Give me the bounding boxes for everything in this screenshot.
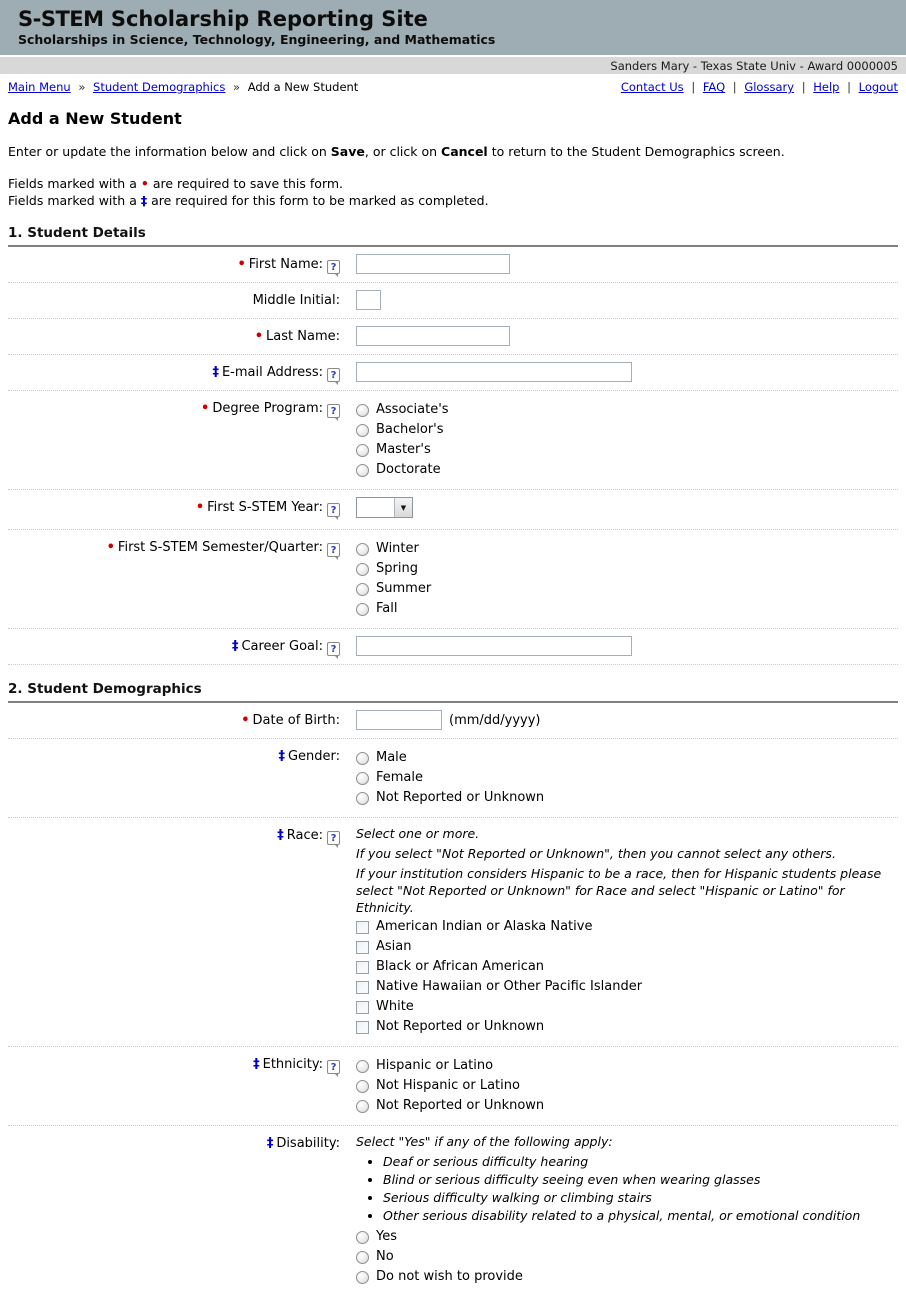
radio-label: Summer: [376, 581, 432, 596]
help-icon[interactable]: ?: [327, 1060, 340, 1074]
radio-label: No: [376, 1249, 394, 1264]
help-icon[interactable]: ?: [327, 831, 340, 845]
required-marker: •: [106, 540, 115, 555]
user-award-info: Sanders Mary - Texas State Univ - Award 0000005: [610, 59, 898, 73]
breadcrumb-separator: »: [78, 80, 86, 94]
legend-text: Fields marked with a: [8, 193, 141, 208]
help-icon[interactable]: ?: [327, 642, 340, 656]
checkbox-label: Not Reported or Unknown: [376, 1019, 545, 1034]
row-race: [8, 818, 898, 1047]
intro-part: Enter or update the information below and click on: [8, 144, 331, 159]
semester-fall-radio[interactable]: [356, 603, 369, 616]
radio-label: Not Hispanic or Latino: [376, 1078, 520, 1093]
utility-divider: |: [691, 80, 696, 94]
row-career-goal: [8, 629, 898, 665]
app-brand: S-STEM: [18, 7, 104, 31]
checkbox-label: Native Hawaiian or Other Pacific Islander: [376, 979, 643, 994]
degree-associates-radio[interactable]: [356, 404, 369, 417]
radio-label: Associate's: [376, 402, 449, 417]
page-content: [0, 109, 906, 1296]
radio-label: Bachelor's: [376, 422, 444, 437]
row-disability: [8, 1126, 898, 1296]
radio-label: Hispanic or Latino: [376, 1058, 494, 1073]
race-american-indian-checkbox[interactable]: [356, 921, 369, 934]
required-marker: •: [254, 329, 264, 344]
breadcrumb-main-menu[interactable]: Main Menu: [8, 80, 71, 94]
help-icon[interactable]: ?: [327, 503, 340, 517]
semester-winter-radio[interactable]: [356, 543, 369, 556]
radio-label: Male: [376, 750, 407, 765]
disability-no-radio[interactable]: [356, 1251, 369, 1264]
legend-completed: [8, 192, 898, 209]
row-last-name: [8, 319, 898, 355]
radio-label: Fall: [376, 601, 398, 616]
breadcrumb-student-demographics[interactable]: Student Demographics: [93, 80, 226, 94]
completed-marker: ‡: [140, 193, 148, 208]
degree-program-label: • Degree Program: ?: [8, 398, 340, 481]
utility-divider: |: [847, 80, 851, 94]
first-sstem-year-select[interactable]: [356, 497, 413, 518]
row-middle-initial: [8, 283, 898, 319]
ethnicity-hispanic-radio[interactable]: [356, 1060, 369, 1073]
disability-instruction: Select "Yes" if any of the following apply:: [356, 1134, 613, 1149]
row-date-of-birth: [8, 703, 898, 739]
radio-label: Not Reported or Unknown: [376, 1098, 545, 1113]
intro-cancel-word: Cancel: [441, 144, 488, 159]
radio-label: Doctorate: [376, 462, 441, 477]
app-title: [18, 7, 906, 31]
disability-yes-radio[interactable]: [356, 1231, 369, 1244]
row-email: [8, 355, 898, 391]
radio-label: Winter: [376, 541, 419, 556]
degree-bachelors-radio[interactable]: [356, 424, 369, 437]
legend-required: [8, 175, 898, 192]
glossary-link[interactable]: Glossary: [744, 80, 795, 94]
degree-masters-radio[interactable]: [356, 444, 369, 457]
faq-link[interactable]: FAQ: [702, 80, 726, 94]
disability-criterion: • Deaf or serious difficulty hearing: [383, 1153, 898, 1171]
intro-text: [8, 144, 898, 159]
app-banner: [0, 0, 906, 55]
checkbox-label: White: [376, 999, 414, 1014]
first-name-label: • First Name: ?: [8, 254, 340, 274]
completed-marker: ‡: [212, 365, 219, 380]
first-sstem-semester-label: • First S-STEM Semester/Quarter: ?: [8, 537, 340, 620]
last-name-input[interactable]: [356, 326, 510, 346]
completed-marker: ‡: [266, 1136, 274, 1151]
race-not-reported-checkbox[interactable]: [356, 1021, 369, 1034]
nav-row: [0, 74, 906, 99]
career-goal-input[interactable]: [356, 636, 632, 656]
disability-criterion: • Other serious disability related to a physical, mental, or emotional condition: [383, 1207, 898, 1225]
completed-marker: ‡: [253, 1057, 260, 1072]
legend-text: are required to save this form.: [148, 176, 344, 191]
email-label: ‡ E-mail Address: ?: [8, 362, 340, 382]
breadcrumb-current: Add a New Student: [247, 80, 359, 94]
ethnicity-not-hispanic-radio[interactable]: [356, 1080, 369, 1093]
ethnicity-options: [340, 1056, 898, 1117]
required-marker: •: [241, 713, 250, 728]
select-value: [357, 498, 394, 517]
checkbox-label: Asian: [376, 939, 412, 954]
completed-marker: ‡: [277, 828, 284, 843]
disability-criterion: • Serious difficulty walking or climbing stairs: [383, 1189, 898, 1207]
career-goal-label: ‡ Career Goal: ?: [8, 636, 340, 656]
race-label: ‡ Race: ?: [8, 825, 340, 1038]
middle-initial-label: Middle Initial:: [252, 293, 340, 308]
utility-divider: |: [732, 80, 737, 94]
section-student-details: 1. Student Details: [8, 225, 898, 247]
gender-label: ‡ Gender:: [278, 749, 340, 764]
help-icon[interactable]: ?: [327, 260, 340, 274]
disability-options: [340, 1133, 898, 1288]
help-link[interactable]: Help: [813, 80, 840, 94]
semester-summer-radio[interactable]: [356, 583, 369, 596]
radio-label: Female: [376, 770, 424, 785]
breadcrumb-separator: »: [232, 80, 241, 94]
help-icon[interactable]: ?: [327, 543, 340, 557]
completed-marker: ‡: [231, 639, 239, 654]
intro-part: to return to the Student Demographics screen.: [487, 144, 785, 159]
help-icon[interactable]: ?: [327, 368, 340, 382]
disability-criterion: • Blind or serious difficulty seeing even when wearing glasses: [383, 1171, 898, 1189]
legend-text: Fields marked with a: [8, 176, 141, 191]
completed-marker: ‡: [278, 749, 285, 764]
row-degree-program: [8, 391, 898, 490]
disability-no-answer-radio[interactable]: [356, 1271, 369, 1284]
utility-links: [621, 80, 898, 94]
intro-part: , or click on: [364, 144, 442, 159]
first-sstem-semester-options: [340, 539, 898, 620]
date-of-birth-input[interactable]: [356, 710, 442, 730]
degree-program-options: [340, 400, 898, 481]
radio-label: Not Reported or Unknown: [376, 790, 545, 805]
gender-not-reported-radio[interactable]: [356, 792, 369, 805]
ethnicity-not-reported-radio[interactable]: [356, 1100, 369, 1113]
last-name-label: • Last Name:: [254, 329, 340, 344]
required-marker: •: [201, 401, 210, 416]
help-icon[interactable]: ?: [327, 404, 340, 418]
radio-label: Do not wish to provide: [376, 1269, 523, 1284]
gender-male-radio[interactable]: [356, 752, 369, 765]
email-input[interactable]: [356, 362, 632, 382]
app-subtitle: Scholarships in Science, Technology, Engineering, and Mathematics: [18, 32, 496, 47]
utility-divider: |: [801, 80, 806, 94]
date-of-birth-label: • Date of Birth:: [241, 713, 340, 728]
race-instruction: If your institution considers Hispanic to be a race, then for Hispanic students please select "Not Reported or Unknown" for Race and select "Hispanic or Latino" for Ethnicity.: [356, 866, 882, 915]
disability-criteria-list: [383, 1153, 898, 1225]
page-title: Add a New Student: [8, 109, 182, 128]
race-white-checkbox[interactable]: [356, 1001, 369, 1014]
ethnicity-label: ‡ Ethnicity: ?: [8, 1054, 340, 1117]
race-asian-checkbox[interactable]: [356, 941, 369, 954]
app-title-rest: Scholarship Reporting Site: [103, 7, 428, 31]
breadcrumb: [8, 80, 358, 94]
semester-spring-radio[interactable]: [356, 563, 369, 576]
radio-label: Yes: [376, 1229, 397, 1244]
middle-initial-input[interactable]: [356, 290, 381, 310]
race-instruction: If you select "Not Reported or Unknown", then you cannot select any others.: [356, 846, 836, 861]
row-gender: [8, 739, 898, 818]
race-native-hawaiian-checkbox[interactable]: [356, 981, 369, 994]
required-marker: •: [237, 257, 246, 272]
first-name-input[interactable]: [356, 254, 510, 274]
first-sstem-year-label: • First S-STEM Year: ?: [8, 497, 340, 521]
disability-label: ‡ Disability:: [266, 1136, 340, 1151]
race-instruction: Select one or more.: [356, 826, 480, 841]
degree-doctorate-radio[interactable]: [356, 464, 369, 477]
checkbox-label: American Indian or Alaska Native: [376, 919, 593, 934]
race-options: [340, 825, 898, 1038]
row-first-name: [8, 247, 898, 283]
intro-save-word: Save: [330, 144, 365, 159]
checkbox-label: Black or African American: [376, 959, 545, 974]
required-marker: •: [140, 176, 149, 191]
gender-options: [340, 748, 898, 809]
date-format-hint: (mm/dd/yyyy): [449, 713, 541, 728]
legend-text: are required for this form to be marked as completed.: [147, 193, 489, 208]
gender-female-radio[interactable]: [356, 772, 369, 785]
row-first-sstem-year: [8, 490, 898, 530]
section-student-demographics: 2. Student Demographics: [8, 681, 898, 703]
required-marker: •: [195, 500, 205, 515]
radio-label: Spring: [376, 561, 418, 576]
row-ethnicity: [8, 1047, 898, 1126]
user-info-bar: [0, 55, 906, 74]
dropdown-arrow-icon: ▼: [394, 498, 412, 517]
row-first-sstem-semester: [8, 530, 898, 629]
contact-us-link[interactable]: Contact Us: [620, 80, 684, 94]
race-black-checkbox[interactable]: [356, 961, 369, 974]
radio-label: Master's: [376, 442, 431, 457]
logout-link[interactable]: Logout: [858, 80, 898, 94]
